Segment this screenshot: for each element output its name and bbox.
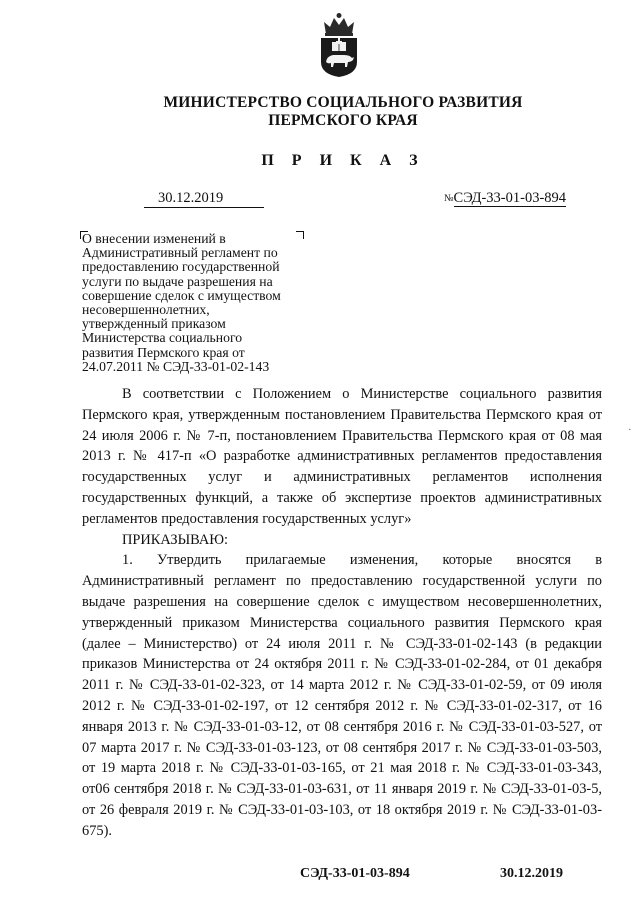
subject-line: Министерства социального <box>82 330 243 346</box>
subject-line: совершение сделок с имуществом <box>82 287 281 303</box>
subject-line: Административный регламент по <box>82 245 278 261</box>
number-sign: № <box>444 193 454 204</box>
item-1-paragraph: 1. Утвердить прилагаемые изменения, которые вносятся в Административный регламент по предоставлению государственной услуги по выдаче разрешения на совершение сделок с имуществом несовершеннолетних, утвержденный приказом Министерства социального развития Пермского края (далее – Министерство) от 24 июля 2011 г. № СЭД-33-01-02-143 (в редакции приказов Министерства от 24 октября 2011 г. № СЭД-33-01-02-284, от 01 декабря 2011 г. № СЭД-33-01-02-323, от 14 марта 2012 г. № СЭД-33-01-02-59, от 09 июля 2012 г. № СЭД-33-01-02-197, от 12 сентября 2012 г. № СЭД-33-01-02-317, от 16 января 2013 г. № СЭД-33-01-03-12, от 08 сентября 2016 г. № СЭД-33-01-03-527, от 07 марта 2017 г. № СЭД-33-01-03-123, от 08 сентября 2017 г. № СЭД-33-01-03-503, от 19 марта 2018 г. № СЭД-33-01-03-165, от 21 мая 2018 г. № СЭД-33-01-03-343, от06 сентября 2018 г. № СЭД-33-01-03-631, от 11 января 2019 г. № СЭД-33-01-03-5, от 26 февраля 2019 г. № СЭД-33-01-03-103, от 18 октября 2019 г. № СЭД-33-01-03-675). <box>82 552 602 839</box>
ministry-line-2: ПЕРМСКОГО КРАЯ <box>268 112 418 129</box>
footer-order-date: 30.12.2019 <box>500 866 563 881</box>
order-verb: ПРИКАЗЫВАЮ: <box>122 531 229 548</box>
footer-order-number: СЭД-33-01-03-894 <box>300 866 410 881</box>
scan-mark: · <box>628 424 632 436</box>
coat-of-arms-icon <box>318 12 360 78</box>
order-date: 30.12.2019 <box>144 190 264 208</box>
document-type-heading: П Р И К А З <box>261 152 425 169</box>
preamble-paragraph: В соответствии с Положением о Министерстве социального развития Пермского края, утвержденным постановлением Правительства Пермского края от 24 июля 2006 г. № 7-п, постановлением Правительства Пермского края от 08 мая 2013 г. № 417-п «О разработке административных регламентов предоставления государственных услуг и административных регламентов исполнения государственных функций, а также об экспертизе проектов административных регламентов предоставления государственных услуг» <box>82 386 602 527</box>
order-subject <box>82 232 314 374</box>
subject-line: О внесении изменений в <box>82 231 226 246</box>
order-body <box>82 384 602 842</box>
subject-line: развития Пермского края от <box>82 344 245 360</box>
subject-line: предоставлению государственной <box>82 259 280 275</box>
subject-line: утвержденный приказом <box>82 316 226 332</box>
order-number: СЭД-33-01-03-894 <box>453 190 567 206</box>
subject-line: услуги по выдаче разрешения на <box>82 273 273 289</box>
ministry-line-1: МИНИСТЕРСТВО СОЦИАЛЬНОГО РАЗВИТИЯ <box>163 94 523 111</box>
subject-line: 24.07.2011 № СЭД-33-01-02-143 <box>82 358 270 374</box>
subject-line: несовершеннолетних, <box>82 302 210 318</box>
ministry-title <box>0 94 640 130</box>
order-number-block <box>444 190 566 207</box>
